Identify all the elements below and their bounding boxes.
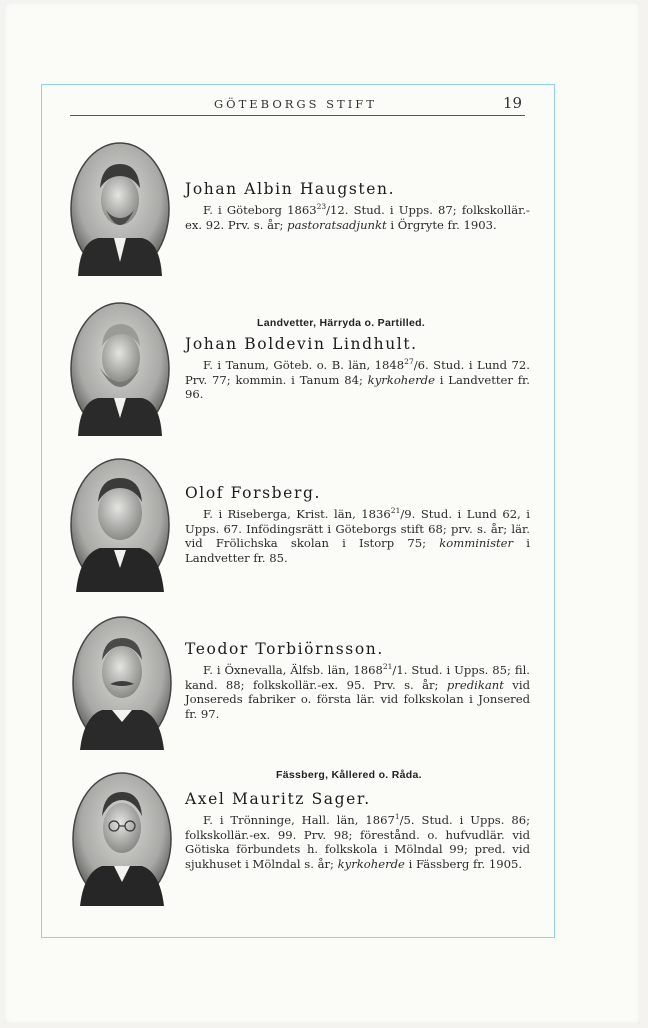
biography-text: F. i Trönninge, Hall. län, 1867$^1$/5. Stud. i Upps. 86; folkskollär.-ex. 99. Prv. 98; förestånd. o. hufvudlär. vid Götiska förbundets h. folkskola i Mölndal 99; pred. vid sjukhuset i Mölndal s. år; kyrkoherde i Fässberg fr. 1905. [185,812,530,871]
biography-text: F. i Göteborg 1863$^{23}$/12. Stud. i Upps. 87; folkskollär.-ex. 92. Prv. s. år; pastoratsadjunkt i Örgryte fr. 1903. [185,202,530,232]
biography-entry [185,335,530,402]
person-name: Johan Albin Haugsten. [185,180,396,198]
parish-heading: Landvetter, Härryda o. Partilled. [257,317,426,329]
biography-text: F. i Öxnevalla, Älfsb. län, 1868$^{21}$/1. Stud. i Upps. 85; fil. kand. 88; folkskollär.-ex. 95. Prv. s. år; predikant vid Jonsereds fabriker o. första lär. vid folkskolan i Jonsered fr. 97. [185,662,530,721]
portrait-photo [72,772,172,906]
portrait-photo [70,458,170,592]
header-rule [70,115,525,116]
biography-entry [185,484,530,565]
page-number: 19 [503,94,523,112]
person-name: Johan Boldevin Lindhult. [185,335,418,353]
biography-text: F. i Tanum, Göteb. o. B. län, 1848$^{27}$/6. Stud. i Lund 72. Prv. 77; kommin. i Tanum 84; kyrkoherde i Landvetter fr. 96. [185,357,530,402]
portrait-photo [70,302,170,436]
running-header: GÖTEBORGS STIFT [214,97,377,111]
biography-entry [185,180,530,232]
portrait-photo [70,142,170,276]
parish-heading: Fässberg, Kållered o. Råda. [276,769,422,781]
person-name: Axel Mauritz Sager. [185,790,371,808]
biography-entry [185,640,530,721]
portrait-photo [72,616,172,750]
person-name: Olof Forsberg. [185,484,322,502]
person-name: Teodor Torbiörnsson. [185,640,384,658]
biography-entry [185,790,530,871]
biography-text: F. i Riseberga, Krist. län, 1836$^{21}$/9. Stud. i Lund 62, i Upps. 67. Infödingsrätt i Göteborgs stift 68; prv. s. år; lär. vid Frölichska skolan i Istorp 75; komminister i Landvetter fr. 85. [185,506,530,565]
